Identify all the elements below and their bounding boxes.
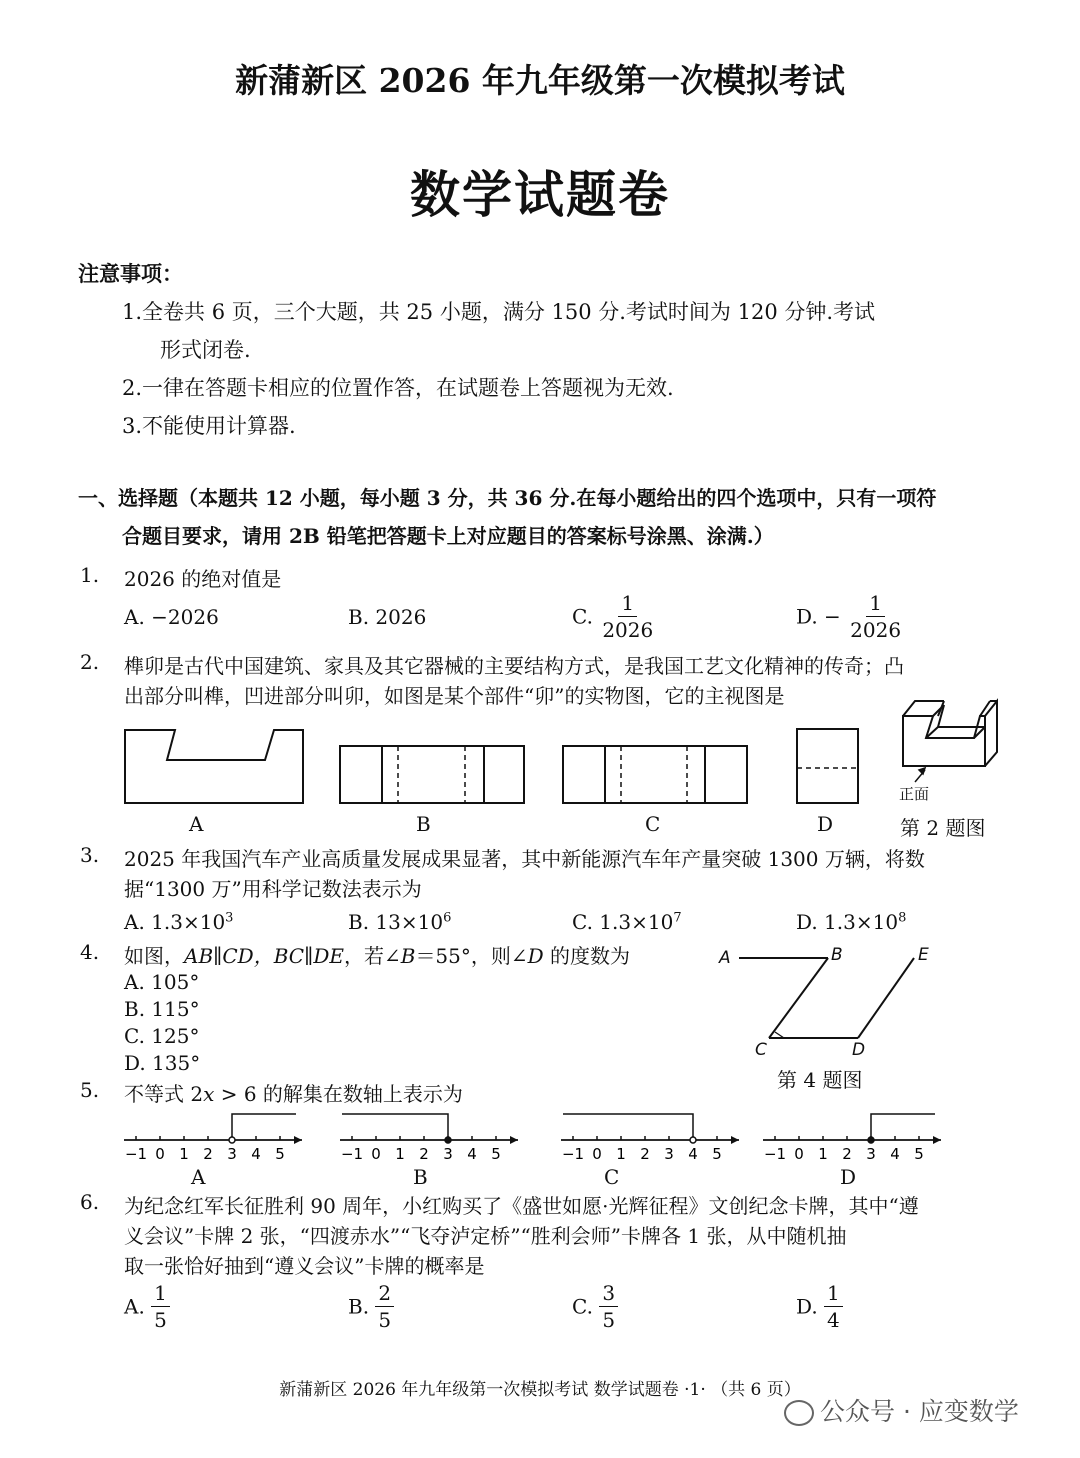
q5-tick-label-a: 5	[275, 1145, 285, 1163]
q5-tick-label-b: 0	[371, 1145, 381, 1163]
notice-heading: 注意事项：	[78, 261, 183, 286]
notice-item-1-cont: 形式闭卷.	[160, 338, 251, 362]
q1-c-denominator: 2026	[602, 618, 654, 642]
q1-stem: 2026 的绝对值是	[124, 567, 282, 591]
q6-d-label: D.	[796, 1294, 818, 1319]
q4-caption: 第 4 题图	[777, 1068, 863, 1092]
q2-label-a: A	[189, 812, 204, 836]
wechat-icon	[784, 1400, 814, 1426]
q1-d-label: D. −	[796, 604, 841, 629]
q6-option-a	[124, 1280, 170, 1333]
q5-tick-label-a: −1	[124, 1145, 148, 1163]
q5-solution-ray-d	[871, 1114, 935, 1140]
q4-option-d: D. 135°	[124, 1051, 201, 1075]
q1-d-denominator: 2026	[850, 618, 902, 642]
section1-intro: 一、选择题（本题共 12 小题，每小题 3 分，共 36 分.在每小题给出的四个选项中，只有一项符	[78, 486, 937, 510]
q5-tick-label-b: 5	[491, 1145, 501, 1163]
q6-option-b	[348, 1280, 394, 1333]
q6-a-fraction	[151, 1280, 170, 1333]
q5-line-d	[763, 1114, 941, 1163]
q5-tick-label-d: 3	[866, 1145, 876, 1163]
q5-endpoint-c	[690, 1137, 696, 1143]
q5-line-c	[561, 1114, 739, 1163]
q6-b-fraction	[375, 1280, 394, 1333]
q3-stem-line2: 据“1300 万”用科学记数法表示为	[124, 877, 422, 901]
q3-stem-line1: 2025 年我国汽车产业高质量发展成果显著，其中新能源汽车年产量突破 1300 万辆，将数	[124, 847, 925, 871]
q5-endpoint-b	[445, 1137, 451, 1143]
section1-intro-cont: 合题目要求，请用 2B 铅笔把答题卡上对应题目的答案标号涂黑、涂满.）	[122, 524, 774, 548]
q5-tick-label-a: 4	[251, 1145, 261, 1163]
q2-stem-line2: 出部分叫榫，凹进部分叫卯，如图是某个部件“卯”的实物图，它的主视图是	[124, 684, 785, 708]
q6-stem-line2: 义会议”卡牌 2 张，“四渡赤水”“飞夺泸定桥”“胜利会师”卡牌各 1 张，从中随机抽	[124, 1224, 847, 1248]
q5-tick-label-a: 2	[203, 1145, 213, 1163]
q5-tick-label-b: 3	[443, 1145, 453, 1163]
q5-line-a	[124, 1114, 302, 1163]
q5-tick-label-b: −1	[340, 1145, 364, 1163]
q5-number: 5.	[80, 1078, 100, 1102]
q5-stem-pre: 不等式 2	[124, 1082, 204, 1106]
q5-tick-label-d: −1	[763, 1145, 787, 1163]
q1-number: 1.	[80, 563, 100, 587]
q5-endpoint-d	[868, 1137, 874, 1143]
q2-label-d: D	[817, 812, 834, 836]
q5-tick-label-b: 2	[419, 1145, 429, 1163]
q6-a-numerator: 1	[151, 1280, 170, 1307]
q6-stem-line3: 取一张恰好抽到“遵义会议”卡牌的概率是	[124, 1254, 485, 1278]
q6-c-label: C.	[572, 1294, 593, 1319]
q1-c-label: C.	[572, 604, 593, 629]
q5-tick-label-a: 1	[179, 1145, 189, 1163]
q4-stem-d: D	[527, 944, 544, 968]
q5-tick-label-b: 1	[395, 1145, 405, 1163]
q6-c-fraction	[599, 1280, 618, 1333]
q3-c-exp: 7	[673, 910, 682, 926]
q5-tick-label-c: 3	[664, 1145, 674, 1163]
q5-label-d: D	[840, 1165, 857, 1189]
q5-endpoint-a	[229, 1137, 235, 1143]
q6-c-denominator: 5	[602, 1308, 616, 1332]
point-c: C	[755, 1040, 767, 1060]
q6-b-label: B.	[348, 1294, 370, 1319]
q5-tick-label-d: 1	[818, 1145, 828, 1163]
point-d: D	[852, 1040, 866, 1060]
q5-solution-ray-b	[342, 1114, 448, 1140]
q5-tick-label-a: 3	[227, 1145, 237, 1163]
q5-tick-label-d: 2	[842, 1145, 852, 1163]
q5-arrow-a	[294, 1136, 302, 1144]
exam-title: 新蒲新区 2026 年九年级第一次模拟考试	[235, 61, 845, 100]
page-footer: 新蒲新区 2026 年九年级第一次模拟考试 数学试题卷 ·1· （共 6 页）	[279, 1380, 801, 1400]
point-a: A	[719, 948, 731, 968]
q6-b-numerator: 2	[375, 1280, 394, 1307]
q1-d-numerator: 1	[866, 590, 885, 617]
q3-d-base: D. 1.3×10	[796, 910, 899, 934]
q5-arrow-d	[933, 1136, 941, 1144]
q6-stem-line1: 为纪念红军长征胜利 90 周年，小红购买了《盛世如愿·光辉征程》文创纪念卡牌，其中“遵	[124, 1194, 919, 1218]
q4-option-b: B. 115°	[124, 997, 200, 1021]
q2-number: 2.	[80, 650, 100, 674]
q4-stem-pre: 如图，	[124, 944, 184, 968]
q5-tick-label-c: 1	[616, 1145, 626, 1163]
q3-b-exp: 6	[443, 910, 452, 926]
q1-c-numerator: 1	[618, 590, 637, 617]
q5-tick-label-d: 5	[914, 1145, 924, 1163]
q6-option-d	[796, 1280, 843, 1333]
q4-stem-mid: ，若∠	[343, 944, 401, 968]
q5-line-b	[340, 1114, 518, 1163]
wechat-watermark	[784, 1392, 1019, 1428]
q5-tick-label-d: 4	[890, 1145, 900, 1163]
q6-number: 6.	[80, 1190, 100, 1214]
q1-option-a: A. −2026	[124, 605, 219, 629]
q5-tick-label-c: 2	[640, 1145, 650, 1163]
notice-item-3: 3.不能使用计算器.	[122, 414, 296, 438]
q5-tick-label-b: 4	[467, 1145, 477, 1163]
q4-stem-post2: 的度数为	[543, 944, 631, 968]
q6-a-denominator: 5	[154, 1308, 167, 1332]
q2-label-c: C	[645, 812, 661, 836]
q3-number: 3.	[80, 843, 100, 867]
watermark-text: 公众号 · 应变数学	[820, 1397, 1019, 1426]
q5-arrow-c	[731, 1136, 739, 1144]
q2-front-label: 正面	[899, 785, 930, 803]
q5-tick-label-a: 0	[155, 1145, 165, 1163]
q2-stem-line1: 榫卯是古代中国建筑、家具及其它器械的主要结构方式，是我国工艺文化精神的传奇；凸	[124, 654, 904, 678]
q5-tick-label-c: 4	[688, 1145, 698, 1163]
q5-stem-post: > 6 的解集在数轴上表示为	[214, 1082, 463, 1106]
q5-arrow-b	[510, 1136, 518, 1144]
q6-b-denominator: 5	[378, 1308, 392, 1332]
point-b: B	[831, 945, 843, 965]
q6-c-numerator: 3	[599, 1280, 618, 1307]
q1-option-b: B. 2026	[348, 605, 427, 629]
q6-a-label: A.	[124, 1294, 145, 1319]
q6-d-denominator: 4	[827, 1308, 840, 1332]
point-e: E	[918, 945, 929, 965]
q5-solution-ray-c	[563, 1114, 693, 1140]
q5-stem-x: x	[203, 1082, 215, 1106]
q4-option-c: C. 125°	[124, 1024, 200, 1048]
q4-stem-post1: ＝55°，则∠	[415, 944, 528, 968]
q4-stem-b: B	[400, 944, 416, 968]
q3-c-base: C. 1.3×10	[572, 910, 674, 934]
paper-title: 数学试题卷	[410, 165, 670, 224]
q4-number: 4.	[80, 940, 100, 964]
q2-caption: 第 2 题图	[900, 816, 986, 840]
q5-label-c: C	[604, 1165, 620, 1189]
q6-d-numerator: 1	[824, 1280, 843, 1307]
q6-option-c	[572, 1280, 618, 1333]
q3-d-exp: 8	[898, 910, 907, 926]
notice-item-2: 2.一律在答题卡相应的位置作答，在试题卷上答题视为无效.	[122, 376, 674, 400]
q5-label-b: B	[413, 1165, 428, 1189]
q5-tick-label-c: 5	[712, 1145, 722, 1163]
notice-item-1: 1.全卷共 6 页，三个大题，共 25 小题，满分 150 分.考试时间为 120 分钟.考试	[122, 300, 876, 324]
q3-a-exp: 3	[225, 910, 234, 926]
q3-b-base: B. 13×10	[348, 910, 444, 934]
q6-d-fraction	[824, 1280, 843, 1333]
q3-a-base: A. 1.3×10	[124, 910, 226, 934]
q5-tick-label-c: 0	[592, 1145, 602, 1163]
q4-stem-math: AB∥CD，BC∥DE	[184, 944, 344, 968]
q4-option-a: A. 105°	[124, 970, 200, 994]
q5-tick-label-d: 0	[794, 1145, 804, 1163]
q2-label-b: B	[416, 812, 431, 836]
q5-label-a: A	[191, 1165, 206, 1189]
q5-solution-ray-a	[232, 1114, 296, 1140]
q5-tick-label-c: −1	[561, 1145, 585, 1163]
